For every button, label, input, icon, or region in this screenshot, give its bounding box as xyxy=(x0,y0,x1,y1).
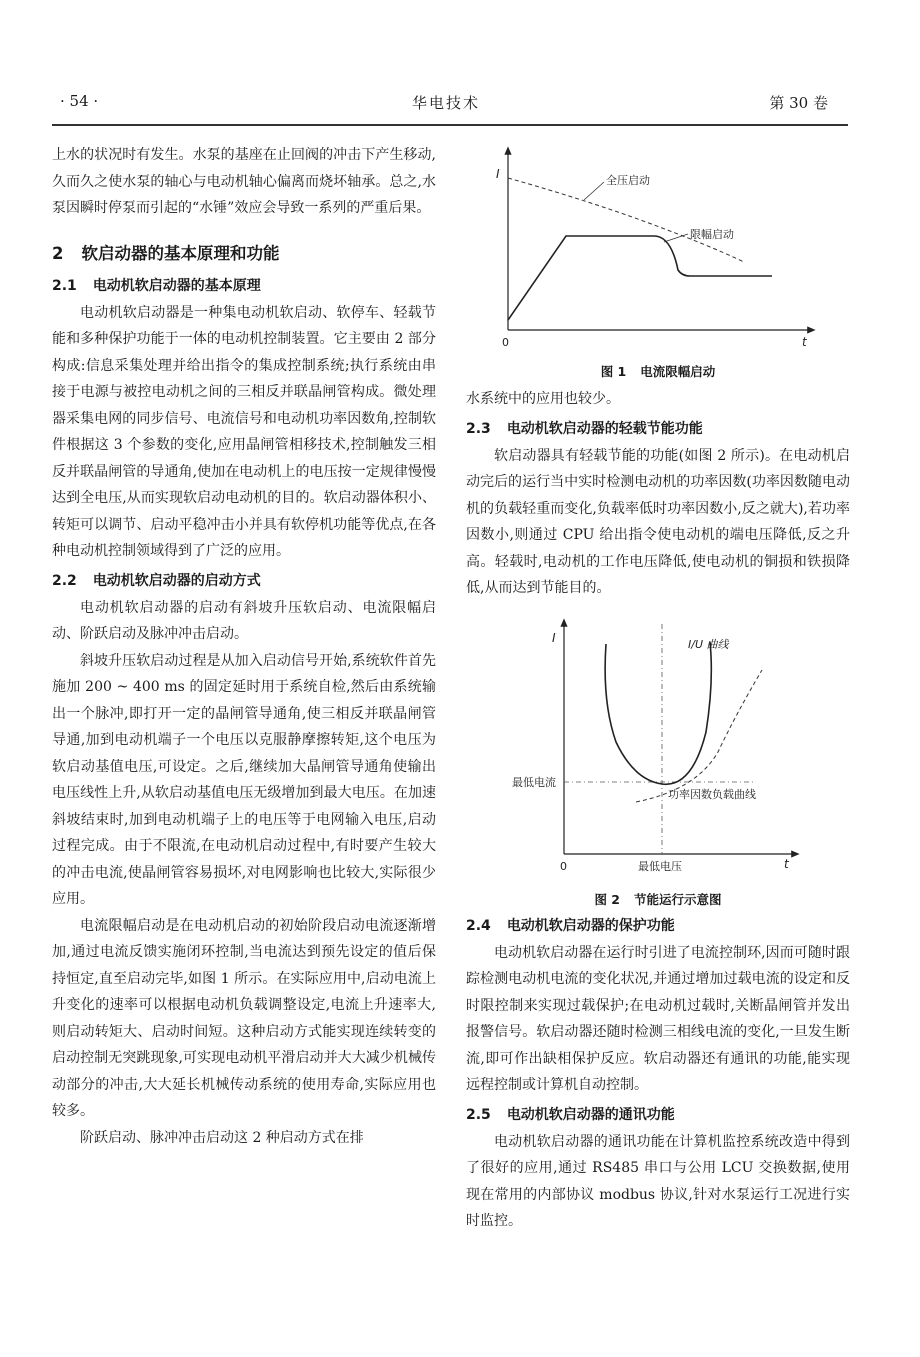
section-2-2-heading xyxy=(52,569,436,593)
section-2-2-title: 电动机软启动器的启动方式 xyxy=(92,572,261,589)
figure-2-caption xyxy=(466,890,850,908)
section-2-1-heading xyxy=(52,274,436,298)
fig2-label-min-current: 最低电流 xyxy=(512,775,556,789)
fig2-y-label: I xyxy=(552,630,556,645)
section-2-1-number: 2.1 xyxy=(52,277,77,294)
paragraph-2-2-c: 电流限幅启动是在电动机启动的初始阶段启动电流逐渐增加,通过电流反馈实施闭环控制,当电流达到预先设定的值后保持恒定,直至启动完毕,如图 1 所示。在实际应用中,启动电流上升变化的速率可以根据电动机负载调整设定,电流上升速率大,则启动转矩大、启动时间短。这种启动方式能实现连续转变的启动控制无突跳现象,可实现电动机平滑启动并大大减少机械传动部分的冲击,大大延长机械传动系统的使用寿命,实际应用也较多。 xyxy=(52,917,436,1119)
left-column xyxy=(52,142,436,1151)
journal-title: 华电技术 xyxy=(412,94,481,112)
paragraph-2-1: 电动机软启动器是一种集电动机软启动、软停车、轻载节能和多种保护功能于一体的电动机控制装置。它主要由 2 部分构成:信息采集处理并给出指令的集成控制系统;执行系统由串接于电源与被控电动机之间的三相反并联晶闸管构成。微处理器采集电网的同步信号、电流信号和电动机功率因数角,控制软件根据这 3 个参数的变化,应用晶闸管相移技术,控制触发三相反并联晶闸管的导通角,使加在电动机上的电压按一定规律慢慢达到全电压,从而实现软启动电动机的目的。软启动器体积小、转矩可以调节、启动平稳冲击小并具有软停机功能等优点,在各种电动机控制领域得到了广泛的应用。 xyxy=(52,304,436,559)
paragraph-2-4: 电动机软启动器在运行时引进了电流控制环,因而可随时跟踪检测电动机电流的变化状况,并通过增加过载电流的设定和反时限控制来实现过载保护;在电动机过载时,关断晶闸管并发出报警信号。软启动器还随时检测三相线电流的变化,一旦发生断流,即可作出缺相保护反应。软启动器还有通讯的功能,能实现远程控制或计算机自动控制。 xyxy=(466,944,850,1093)
fig1-label-current-limit: 限幅启动 xyxy=(690,228,734,241)
fig1-label-full-voltage: 全压启动 xyxy=(606,174,650,187)
figure-1-number: 图 1 xyxy=(600,364,627,379)
volume-label: 第 30 卷 xyxy=(769,94,828,112)
fig2-label-iu: I/U 曲线 xyxy=(688,637,729,651)
section-2-4-heading xyxy=(466,914,850,938)
section-2-3-title: 电动机软启动器的轻载节能功能 xyxy=(506,420,703,437)
section-2-4-number: 2.4 xyxy=(466,917,491,934)
continued-paragraph: 水系统中的应用也较少。 xyxy=(466,391,620,407)
section-2-5-title: 电动机软启动器的通讯功能 xyxy=(506,1106,675,1123)
fig1-leader-full xyxy=(584,182,604,200)
section-2-5-heading xyxy=(466,1103,850,1127)
fig2-series-iu-curve xyxy=(605,642,711,784)
paragraph-2-5: 电动机软启动器的通讯功能在计算机监控系统改造中得到了很好的应用,通过 RS485 串口与公用 LCU 交换数据,使用现在常用的内部协议 modbus 协议,针对水泵运行工况进行实时监控。 xyxy=(466,1133,850,1229)
intro-paragraph: 上水的状况时有发生。水泵的基座在止回阀的冲击下产生移动,久而久之使水泵的轴心与电动机轴心偏离而烧坏轴承。总之,水泵因瞬时停泵而引起的“水锤”效应会导致一系列的严重后果。 xyxy=(52,147,436,216)
section-2-3-heading xyxy=(466,417,850,441)
fig1-x-label: t xyxy=(802,335,807,349)
section-2-4-title: 电动机软启动器的保护功能 xyxy=(506,917,675,934)
fig2-label-power-factor: 功率因数负载曲线 xyxy=(668,787,756,801)
section-2-5-number: 2.5 xyxy=(466,1106,491,1123)
figure-1-chart xyxy=(466,142,850,352)
right-column xyxy=(466,142,850,1235)
fig1-origin-label: 0 xyxy=(502,336,509,349)
section-2-3-number: 2.3 xyxy=(466,420,491,437)
fig1-y-label: I xyxy=(496,167,500,181)
fig2-x-label: t xyxy=(784,856,789,871)
figure-2-title: 节能运行示意图 xyxy=(634,891,722,907)
fig1-series-current-limit xyxy=(508,236,772,320)
figure-1-caption xyxy=(466,362,850,380)
figure-1-title: 电流限幅启动 xyxy=(640,364,716,379)
section-2-title: 软启动器的基本原理和功能 xyxy=(81,243,280,263)
section-2-1-title: 电动机软启动器的基本原理 xyxy=(92,277,261,294)
page-number: · 54 · xyxy=(60,92,99,110)
figure-1 xyxy=(466,142,850,380)
figure-2 xyxy=(466,602,850,908)
page-header xyxy=(52,84,848,126)
section-2-heading xyxy=(52,240,436,264)
figure-2-number: 图 2 xyxy=(594,891,621,907)
paragraph-2-3: 软启动器具有轻载节能的功能(如图 2 所示)。在电动机启动完后的运行当中实时检测电动机的功率因数(功率因数随电动机的负载轻重而变化,负载率低时功率因数小,反之就大),若功率因数小,则通过 CPU 给出指令使电动机的端电压降低,反之升高。轻载时,电动机的工作电压降低,使电动机的铜损和铁损降低,从而达到节能目的。 xyxy=(466,447,850,596)
section-2-2-number: 2.2 xyxy=(52,572,77,589)
paragraph-2-2-a: 电动机软启动器的启动有斜坡升压软启动、电流限幅启动、阶跃启动及脉冲冲击启动。 xyxy=(52,599,436,642)
figure-2-chart xyxy=(466,602,850,880)
section-2-number: 2 xyxy=(52,243,64,263)
fig2-origin-label: 0 xyxy=(560,859,567,873)
paragraph-2-2-d: 阶跃启动、脉冲冲击启动这 2 种启动方式在排 xyxy=(80,1129,364,1146)
paragraph-2-2-b: 斜坡升压软启动过程是从加入启动信号开始,系统软件首先施加 200 ~ 400 ms 的固定延时用于系统自检,然后由系统输出一个脉冲,即打开一定的晶闸管导通角,使三相反并联晶闸管导通,加到电动机端子一个电压以克服静摩擦转矩,这个电压为软启动基值电压,可设定。之后,继续加大晶闸管导通角使输出电压线性上升,从软启动基值电压无级增加到最大电压。在加速斜坡结束时,加到电动机端子上的电压等于电网输入电压,启动过程完成。由于不限流,在电动机启动过程中,有时要产生较大的冲击电流,使晶闸管容易损坏,对电网影响也比较大,实际很少应用。 xyxy=(52,652,436,907)
fig2-label-min-voltage: 最低电压 xyxy=(638,859,682,873)
fig1-leader-limit xyxy=(664,234,688,242)
fig1-series-full-voltage xyxy=(508,178,744,262)
